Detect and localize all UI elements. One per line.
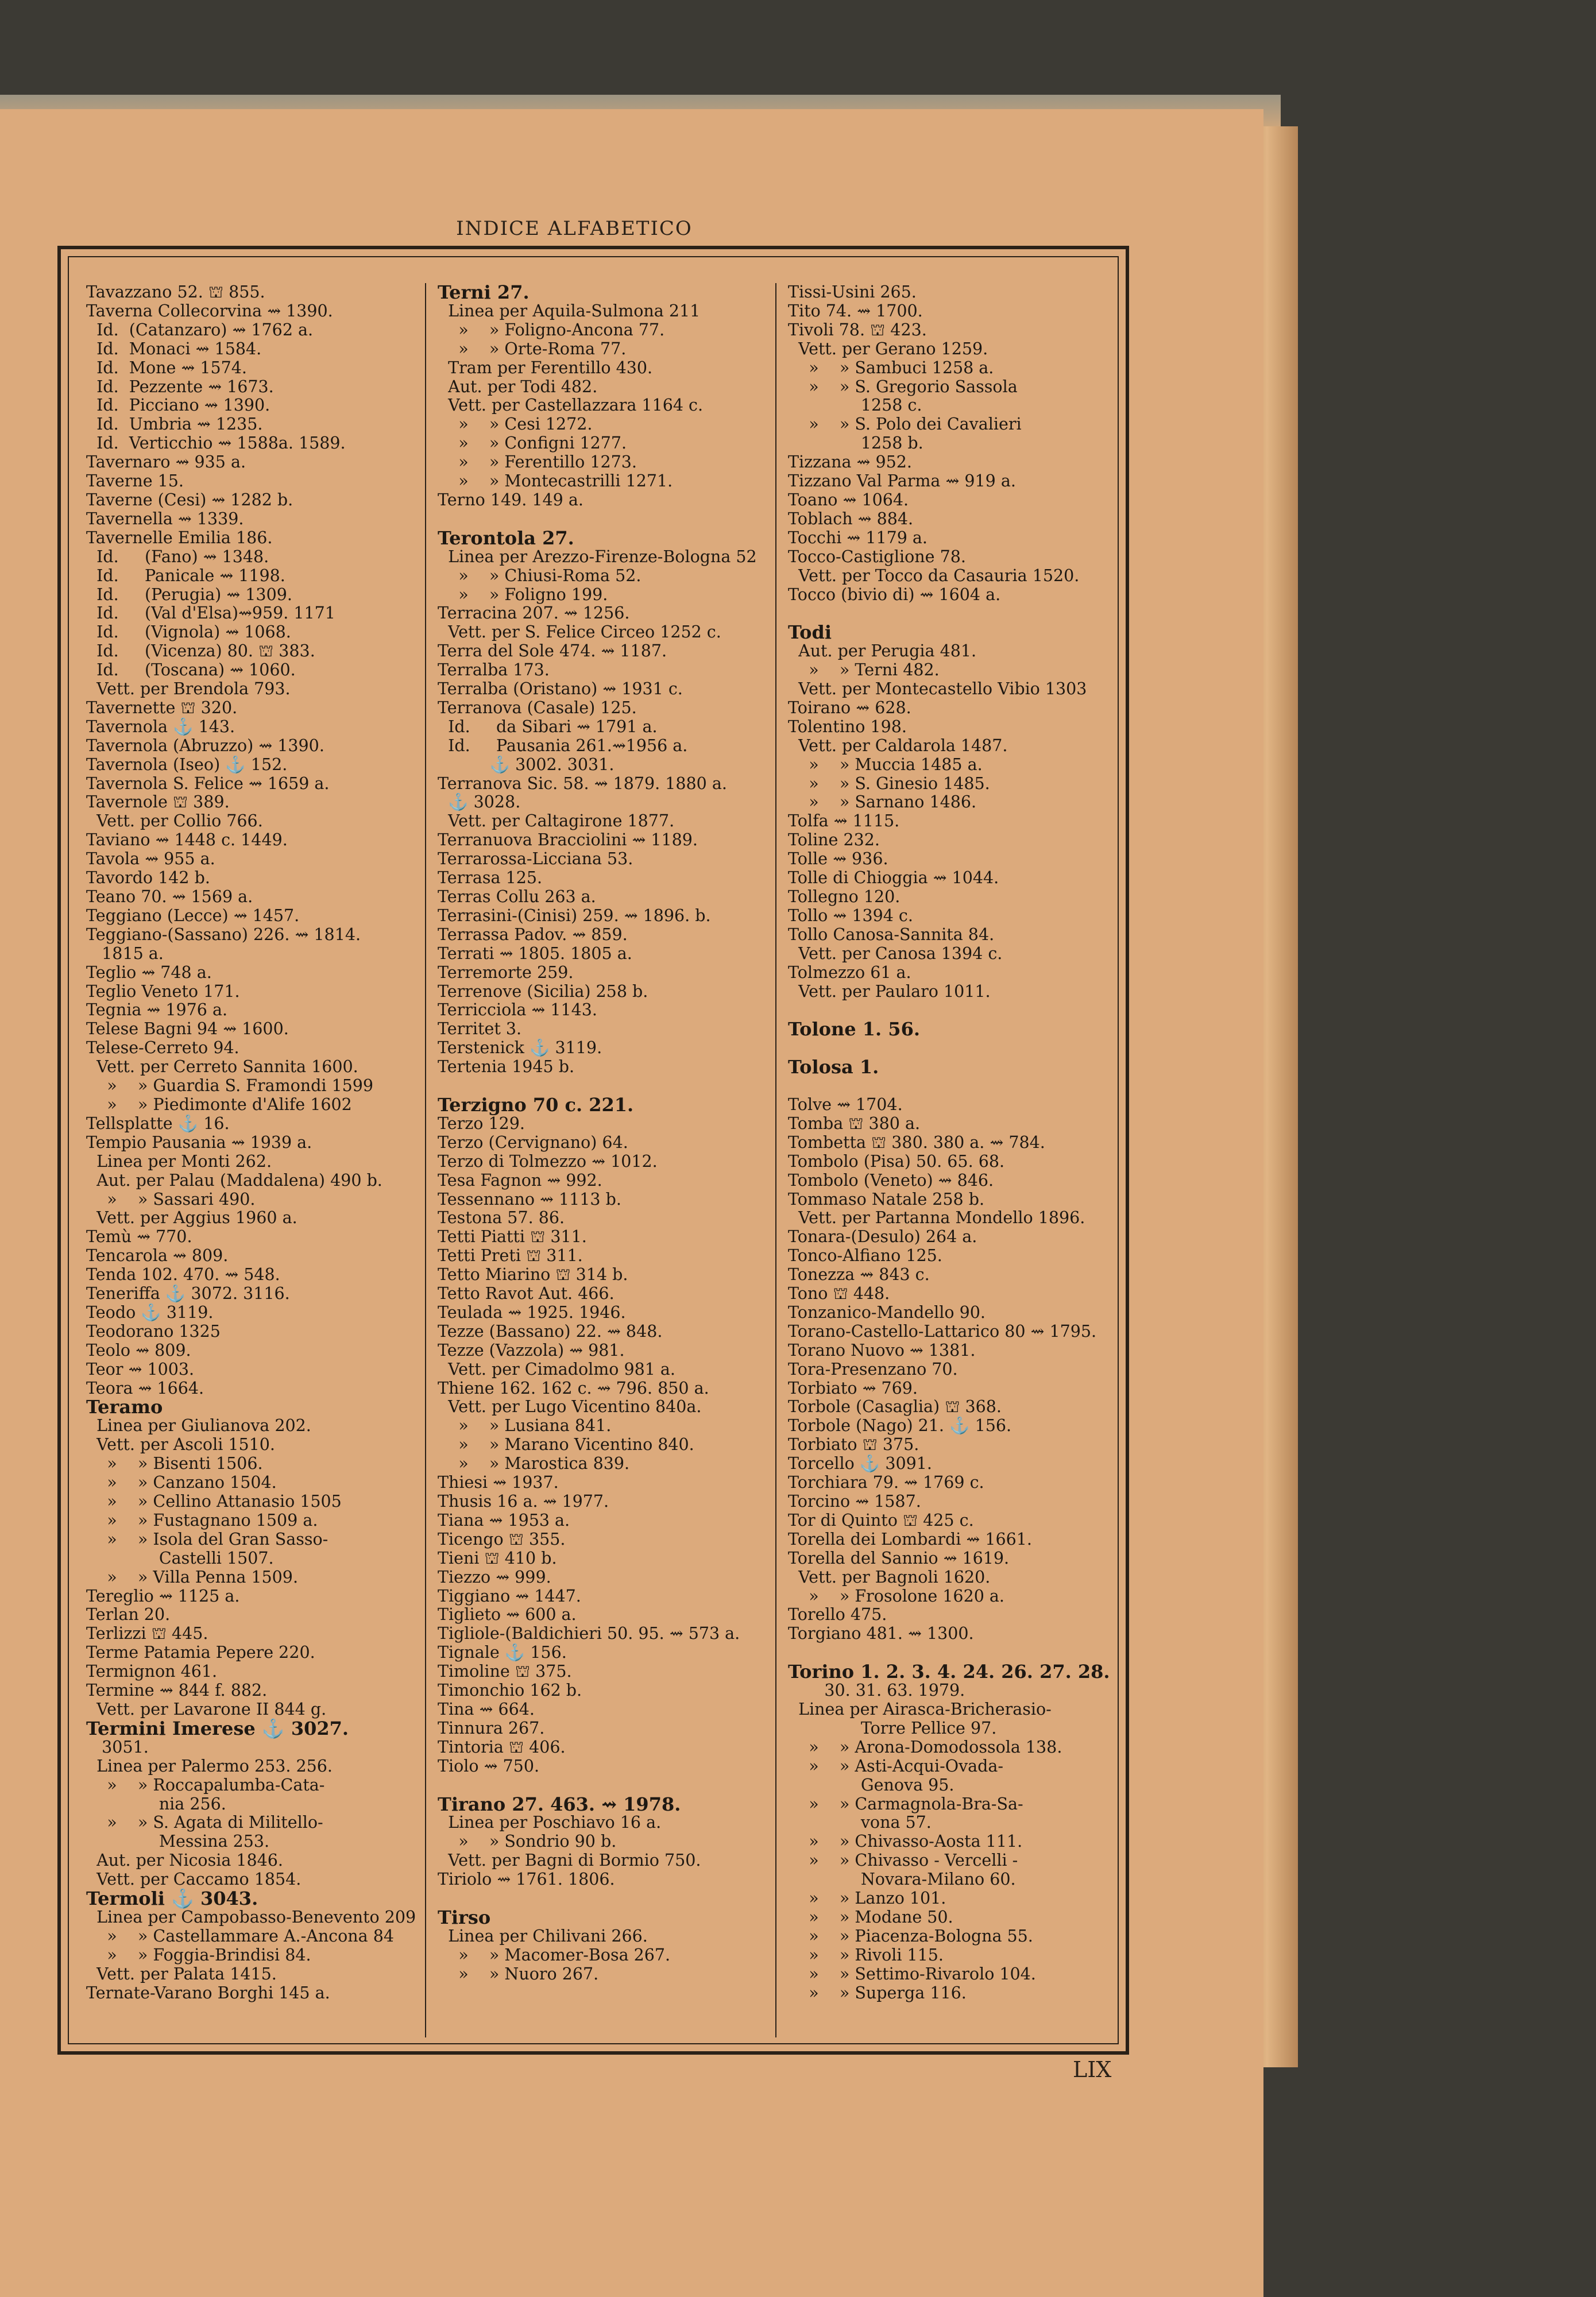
index-entry: Torano Nuovo ⇝ 1381. — [788, 1340, 976, 1360]
index-entry: Terlizzi ⛫ 445. — [86, 1624, 208, 1644]
index-entry: » » S. Ginesio 1485. — [788, 774, 990, 793]
index-entry — [788, 1001, 1120, 1020]
index-entry: Vett. per Castellazzara 1164 c. — [438, 396, 704, 415]
index-entry: Id. (Vignola) ⇝ 1068. — [86, 622, 291, 642]
index-entry: Terrarossa-Licciana 53. — [438, 849, 633, 869]
index-entry: Terstenick ⚓ 3119. — [438, 1038, 602, 1058]
index-entry: Tolmezzo 61 a. — [788, 962, 911, 982]
index-entry: Tonco-Alfiano 125. — [788, 1246, 942, 1266]
index-entry: Tiriolo ⇝ 1761. 1806. — [438, 1870, 615, 1889]
index-entry: Tonzanico-Mandello 90. — [788, 1302, 986, 1322]
index-entry — [438, 1889, 770, 1908]
index-entry: Tereglio ⇝ 1125 a. — [86, 1586, 240, 1606]
index-entry: Tetti Piatti ⛫ 311. — [438, 1227, 587, 1247]
index-frame — [57, 246, 1129, 2055]
index-entry: » » Piacenza-Bologna 55. — [788, 1926, 1033, 1946]
index-entry: Tavernola S. Felice ⇝ 1659 a. — [86, 774, 330, 793]
index-entry: Teano 70. ⇝ 1569 a. — [86, 887, 253, 906]
index-entry: » » Arona-Domodossola 138. — [788, 1737, 1062, 1757]
index-entry: Tollo Canosa-Sannita 84. — [788, 925, 995, 944]
index-entry: Terrenove (Sicilia) 258 b. — [438, 981, 648, 1001]
index-entry: » » Chivasso-Aosta 111. — [788, 1832, 1023, 1851]
index-entry: Tolle ⇝ 936. — [788, 849, 888, 869]
index-entry: » » Superga 116. — [788, 1983, 967, 2002]
index-entry: Tavernelle Emilia 186. — [86, 528, 273, 547]
index-entry: Id. (Fano) ⇝ 1348. — [86, 547, 269, 566]
index-entry: Tolle di Chioggia ⇝ 1044. — [788, 868, 999, 888]
index-entry: Torella del Sannio ⇝ 1619. — [788, 1548, 1010, 1568]
index-entry: Terras Collu 263 a. — [438, 887, 596, 906]
index-entry: » » S. Gregorio Sassola — [788, 377, 1018, 396]
running-header: INDICE ALFABETICO — [456, 217, 693, 240]
index-entry: Toano ⇝ 1064. — [788, 490, 909, 509]
index-entry: Tavernola (Abruzzo) ⇝ 1390. — [86, 736, 324, 755]
index-heading: Terontola 27. — [438, 527, 574, 549]
index-entry: Tolve ⇝ 1704. — [788, 1095, 903, 1114]
index-entry: Id. (Val d'Elsa)⇝959. 1171 — [86, 604, 335, 623]
index-entry: Vett. per Ascoli 1510. — [86, 1435, 275, 1455]
index-entry: Tissi-Usini 265. — [788, 283, 917, 301]
index-entry: » » Canzano 1504. — [86, 1473, 277, 1492]
index-entry: Tesa Fagnon ⇝ 992. — [438, 1170, 602, 1190]
index-entry: Torcino ⇝ 1587. — [788, 1492, 921, 1511]
index-entry: Tempio Pausania ⇝ 1939 a. — [86, 1132, 312, 1152]
index-entry: » » Carmagnola-Bra-Sa- — [788, 1794, 1023, 1813]
index-entry: 1258 b. — [788, 434, 923, 453]
index-entry: Vett. per Collio 766. — [86, 811, 263, 831]
index-entry: Thiene 162. 162 c. ⇝ 796. 850 a. — [438, 1378, 709, 1398]
index-entry: Linea per Monti 262. — [86, 1151, 272, 1171]
index-column-1 — [75, 283, 419, 2037]
index-entry: Id. da Sibari ⇝ 1791 a. — [438, 717, 658, 736]
index-entry: Linea per Campobasso-Benevento 209 — [86, 1907, 416, 1927]
index-entry: Termignon 461. — [86, 1662, 218, 1681]
index-entry: » » Frosolone 1620 a. — [788, 1586, 1004, 1606]
index-entry: Terracina 207. ⇝ 1256. — [438, 604, 630, 623]
index-entry: » » Orte-Roma 77. — [438, 339, 627, 358]
index-entry: » » Marostica 839. — [438, 1454, 630, 1474]
index-entry: Id. (Toscana) ⇝ 1060. — [86, 660, 296, 680]
index-entry: Terlan 20. — [86, 1605, 171, 1625]
index-entry: Terzo 129. — [438, 1113, 525, 1133]
index-entry: » » Castellammare A.-Ancona 84 — [86, 1926, 394, 1946]
index-entry: Genova 95. — [788, 1775, 954, 1795]
index-entry: » » S. Agata di Militello- — [86, 1813, 323, 1832]
index-entry: Torbiato ⇝ 769. — [788, 1378, 918, 1398]
index-heading: Todi — [788, 621, 832, 644]
index-entry: Teodorano 1325 — [86, 1321, 221, 1341]
index-entry: Timonchio 162 b. — [438, 1681, 582, 1700]
index-entry: Aut. per Todi 482. — [438, 377, 598, 396]
index-entry: Tavordo 142 b. — [86, 868, 210, 888]
index-entry: Tiggiano ⇝ 1447. — [438, 1586, 581, 1606]
index-heading: Tolone 1. 56. — [788, 1018, 920, 1041]
index-heading: Termini Imerese ⚓ 3027. — [86, 1717, 349, 1739]
index-entry: Thusis 16 a. ⇝ 1977. — [438, 1492, 609, 1511]
index-entry: Tocchi ⇝ 1179 a. — [788, 528, 928, 547]
index-entry: 30. 31. 63. 1979. — [788, 1681, 965, 1700]
index-entry: » » Rivoli 115. — [788, 1945, 944, 1965]
index-entry: Tetto Miarino ⛫ 314 b. — [438, 1265, 628, 1285]
index-heading: Terzigno 70 c. 221. — [438, 1093, 634, 1116]
index-entry: Tito 74. ⇝ 1700. — [788, 301, 923, 320]
index-entry: Toirano ⇝ 628. — [788, 698, 911, 717]
index-entry: Vett. per Caccamo 1854. — [86, 1870, 302, 1889]
index-entry: Id. Mone ⇝ 1574. — [86, 358, 247, 377]
index-entry: 1258 c. — [788, 396, 922, 415]
index-entry: » » Bisenti 1506. — [86, 1454, 263, 1474]
index-entry: Terremorte 259. — [438, 962, 574, 982]
index-entry: Termine ⇝ 844 f. 882. — [86, 1681, 268, 1700]
index-entry: » » Piedimonte d'Alife 1602 — [86, 1095, 352, 1114]
index-entry: » » Montecastrilli 1271. — [438, 471, 673, 491]
index-heading: Termoli ⚓ 3043. — [86, 1888, 258, 1910]
index-entry: Tavernaro ⇝ 935 a. — [86, 453, 246, 472]
index-entry: » » Isola del Gran Sasso- — [86, 1529, 329, 1549]
index-entry: Tono ⛫ 448. — [788, 1284, 890, 1304]
index-entry: Tonezza ⇝ 843 c. — [788, 1265, 930, 1285]
index-entry: » » Configni 1277. — [438, 434, 627, 453]
index-entry: Vett. per Caltagirone 1877. — [438, 811, 675, 831]
index-entry: Terrasa 125. — [438, 868, 543, 888]
index-entry: Castelli 1507. — [86, 1548, 274, 1568]
index-entry: Teglio ⇝ 748 a. — [86, 962, 212, 982]
index-heading: Terni 27. — [438, 281, 530, 303]
index-entry — [438, 1077, 770, 1096]
index-entry: Torano-Castello-Lattarico 80 ⇝ 1795. — [788, 1321, 1097, 1341]
index-entry: Tolentino 198. — [788, 717, 907, 736]
index-entry: Temù ⇝ 770. — [86, 1227, 192, 1247]
index-entry: 3051. — [86, 1737, 149, 1757]
index-entry: Terrasini-(Cinisi) 259. ⇝ 1896. b. — [438, 906, 711, 925]
index-entry: » » Foggia-Brindisi 84. — [86, 1945, 311, 1965]
index-entry: » » Ferentillo 1273. — [438, 453, 637, 472]
index-entry: Vett. per Bagni di Bormio 750. — [438, 1851, 701, 1870]
index-entry: Terrassa Padov. ⇝ 859. — [438, 925, 628, 944]
index-entry: » » Sondrio 90 b. — [438, 1832, 617, 1851]
index-entry: » » Foligno-Ancona 77. — [438, 320, 665, 339]
index-entry: Terricciola ⇝ 1143. — [438, 1000, 597, 1020]
index-entry: Id. Verticchio ⇝ 1588a. 1589. — [86, 434, 346, 453]
index-entry: Teor ⇝ 1003. — [86, 1359, 195, 1379]
index-entry: » » Cesi 1272. — [438, 415, 593, 434]
index-entry: Vett. per Aggius 1960 a. — [86, 1208, 297, 1228]
index-entry: Vett. per Cerreto Sannita 1600. — [86, 1057, 358, 1077]
index-entry: Tigliole-(Baldichieri 50. 95. ⇝ 573 a. — [438, 1624, 740, 1644]
index-entry: Taverna Collecorvina ⇝ 1390. — [86, 301, 333, 320]
index-entry: Tetti Preti ⛫ 311. — [438, 1246, 583, 1266]
index-entry: Aut. per Perugia 481. — [788, 641, 977, 661]
index-entry: Tavernette ⛫ 320. — [86, 698, 238, 717]
index-entry: Terralba (Oristano) ⇝ 1931 c. — [438, 679, 683, 699]
index-entry: Aut. per Nicosia 1846. — [86, 1851, 283, 1870]
index-entry: Tavernola (Iseo) ⚓ 152. — [86, 755, 288, 774]
index-entry: Tertenia 1945 b. — [438, 1057, 575, 1077]
index-entry: » » Villa Penna 1509. — [86, 1567, 298, 1587]
index-entry: Torbiato ⛫ 375. — [788, 1435, 919, 1455]
index-entry: Messina 253. — [86, 1832, 270, 1851]
index-entry: Tonara-(Desulo) 264 a. — [788, 1227, 977, 1247]
index-entry: Id. Pezzente ⇝ 1673. — [86, 377, 274, 396]
index-entry: Tavernella ⇝ 1339. — [86, 509, 244, 528]
index-entry: Teulada ⇝ 1925. 1946. — [438, 1302, 626, 1322]
index-entry: Thiesi ⇝ 1937. — [438, 1473, 559, 1492]
index-frame-inner — [68, 256, 1119, 2044]
index-entry: Tiglieto ⇝ 600 a. — [438, 1605, 577, 1625]
index-entry: Tezze (Bassano) 22. ⇝ 848. — [438, 1321, 663, 1341]
index-entry: Terzo di Tolmezzo ⇝ 1012. — [438, 1151, 658, 1171]
index-entry — [438, 510, 770, 529]
index-entry: Testona 57. 86. — [438, 1208, 565, 1228]
index-entry: Torella dei Lombardi ⇝ 1661. — [788, 1529, 1032, 1549]
index-entry: Tizzano Val Parma ⇝ 919 a. — [788, 471, 1016, 491]
index-entry: Taverne (Cesi) ⇝ 1282 b. — [86, 490, 293, 509]
index-entry: Tommaso Natale 258 b. — [788, 1189, 985, 1209]
index-entry: Id. Monaci ⇝ 1584. — [86, 339, 262, 358]
index-entry: Tocco (bivio di) ⇝ 1604 a. — [788, 585, 1001, 604]
index-entry: Tiolo ⇝ 750. — [438, 1756, 540, 1776]
index-entry: » » Macomer-Bosa 267. — [438, 1945, 671, 1965]
index-entry: Tignale ⚓ 156. — [438, 1643, 567, 1662]
index-entry: Id. Pausania 261.⇝1956 a. — [438, 736, 688, 755]
index-entry: Linea per Airasca-Bricherasio- — [788, 1699, 1052, 1719]
index-entry: Tezze (Vazzola) ⇝ 981. — [438, 1340, 625, 1360]
index-entry: Torbole (Casaglia) ⛫ 368. — [788, 1397, 1002, 1417]
index-entry: Teodo ⚓ 3119. — [86, 1302, 214, 1322]
index-entry: Torchiara 79. ⇝ 1769 c. — [788, 1473, 984, 1492]
index-entry: » » Marano Vicentino 840. — [438, 1435, 694, 1455]
index-entry: » » Fustagnano 1509 a. — [86, 1510, 318, 1530]
index-entry: Tinnura 267. — [438, 1718, 545, 1738]
index-entry: Terzo (Cervignano) 64. — [438, 1132, 628, 1152]
index-entry: Terranova (Casale) 125. — [438, 698, 637, 717]
index-entry: Tieni ⛫ 410 b. — [438, 1548, 557, 1568]
index-entry: Linea per Chilivani 266. — [438, 1926, 648, 1946]
index-entry: » » Lusiana 841. — [438, 1416, 612, 1436]
index-entry: Id. (Vicenza) 80. ⛫ 383. — [86, 641, 315, 661]
index-entry: Vett. per Caldarola 1487. — [788, 736, 1008, 755]
index-entry: Terranova Sic. 58. ⇝ 1879. 1880 a. — [438, 774, 727, 793]
index-entry: Vett. per Gerano 1259. — [788, 339, 988, 358]
index-entry: 1815 a. — [86, 943, 164, 963]
index-entry: Toblach ⇝ 884. — [788, 509, 914, 528]
index-entry: » » Roccapalumba-Cata- — [86, 1775, 325, 1795]
index-entry: » » Sassari 490. — [86, 1189, 256, 1209]
index-entry: ⚓ 3028. — [438, 792, 521, 812]
index-entry: » » Nuoro 267. — [438, 1964, 599, 1983]
index-entry: » » Muccia 1485 a. — [788, 755, 983, 774]
index-column-2 — [425, 283, 770, 2037]
index-entry: Tombolo (Veneto) ⇝ 846. — [788, 1170, 994, 1190]
index-entry: Torbole (Nago) 21. ⚓ 156. — [788, 1416, 1012, 1436]
index-entry: Vett. per Lugo Vicentino 840a. — [438, 1397, 702, 1417]
index-entry: Vett. per Bagnoli 1620. — [788, 1567, 991, 1587]
index-entry: Id. Umbria ⇝ 1235. — [86, 415, 263, 434]
index-entry: Vett. per Lavarone II 844 g. — [86, 1699, 327, 1719]
index-entry: Teglio Veneto 171. — [86, 981, 240, 1001]
index-entry: Aut. per Palau (Maddalena) 490 b. — [86, 1170, 382, 1190]
index-entry: » » S. Polo dei Cavalieri — [788, 415, 1022, 434]
index-heading: Tirano 27. 463. ⇝ 1978. — [438, 1793, 681, 1815]
index-entry: nia 256. — [86, 1794, 226, 1813]
index-entry: Vett. per Brendola 793. — [86, 679, 291, 699]
index-entry: Vett. per S. Felice Circeo 1252 c. — [438, 622, 721, 642]
index-entry: » » Lanzo 101. — [788, 1889, 946, 1908]
index-entry: Linea per Arezzo-Firenze-Bologna 52 — [438, 547, 757, 566]
index-entry: Telese Bagni 94 ⇝ 1600. — [86, 1019, 289, 1039]
index-entry: » » Foligno 199. — [438, 585, 608, 604]
index-entry: Linea per Palermo 253. 256. — [86, 1756, 333, 1776]
index-entry: Teolo ⇝ 809. — [86, 1340, 191, 1360]
index-entry: Terranuova Bracciolini ⇝ 1189. — [438, 830, 698, 850]
index-entry: » » Terni 482. — [788, 660, 940, 680]
index-entry: Teggiano-(Sassano) 226. ⇝ 1814. — [86, 925, 361, 944]
index-entry: Tegnia ⇝ 1976 a. — [86, 1000, 228, 1020]
index-column-3 — [775, 283, 1120, 2037]
index-entry: Tram per Ferentillo 430. — [438, 358, 653, 377]
index-entry: Tora-Presenzano 70. — [788, 1359, 958, 1379]
index-entry: Vett. per Cimadolmo 981 a. — [438, 1359, 675, 1379]
index-entry: Id. Picciano ⇝ 1390. — [86, 396, 270, 415]
index-entry: Vett. per Palata 1415. — [86, 1964, 277, 1983]
index-entry: Tivoli 78. ⛫ 423. — [788, 320, 927, 339]
index-entry: Tavola ⇝ 955 a. — [86, 849, 215, 869]
index-entry: Terralba 173. — [438, 660, 550, 680]
index-entry: Vett. per Tocco da Casauria 1520. — [788, 566, 1080, 585]
index-entry: Linea per Aquila-Sulmona 211 — [438, 301, 701, 320]
index-entry: Tomba ⛫ 380 a. — [788, 1113, 921, 1133]
index-entry: Tor di Quinto ⛫ 425 c. — [788, 1510, 974, 1530]
index-heading: Tirso — [438, 1906, 491, 1928]
index-entry: Territet 3. — [438, 1019, 522, 1039]
index-entry: Taviano ⇝ 1448 c. 1449. — [86, 830, 288, 850]
index-entry: » » Cellino Attanasio 1505 — [86, 1492, 342, 1511]
index-entry: vona 57. — [788, 1813, 932, 1832]
index-entry: Id. (Catanzaro) ⇝ 1762 a. — [86, 320, 314, 339]
index-entry: Timoline ⛫ 375. — [438, 1662, 572, 1681]
index-entry: Tellsplatte ⚓ 16. — [86, 1113, 230, 1133]
index-entry: Id. Panicale ⇝ 1198. — [86, 566, 285, 585]
index-entry: Terra del Sole 474. ⇝ 1187. — [438, 641, 667, 661]
index-entry — [788, 1039, 1120, 1058]
index-entry: Tombetta ⛫ 380. 380 a. ⇝ 784. — [788, 1132, 1045, 1152]
index-entry: Tollegno 120. — [788, 887, 901, 906]
index-entry: Torello 475. — [788, 1605, 887, 1625]
index-entry: Taverne 15. — [86, 471, 184, 491]
index-entry: ⚓ 3002. 3031. — [438, 755, 615, 774]
index-entry: Tenda 102. 470. ⇝ 548. — [86, 1265, 280, 1285]
index-entry — [788, 604, 1120, 623]
index-entry: Linea per Poschiavo 16 a. — [438, 1813, 662, 1832]
index-entry: Tencarola ⇝ 809. — [86, 1246, 229, 1266]
index-heading: Torino 1. 2. 3. 4. 24. 26. 27. 28. — [788, 1661, 1110, 1683]
index-entry: Vett. per Paularo 1011. — [788, 981, 991, 1001]
index-entry: » » Chivasso - Vercelli - — [788, 1851, 1018, 1870]
index-entry: Tavazzano 52. ⛫ 855. — [86, 283, 265, 301]
index-entry: Ticengo ⛫ 355. — [438, 1529, 566, 1549]
index-entry: Tombolo (Pisa) 50. 65. 68. — [788, 1151, 1005, 1171]
index-entry: Tina ⇝ 664. — [438, 1699, 535, 1719]
index-entry: Terrati ⇝ 1805. 1805 a. — [438, 943, 632, 963]
index-heading: Teramo — [86, 1396, 163, 1418]
index-entry: » » Sambuci 1258 a. — [788, 358, 994, 377]
index-entry: Terme Patamia Pepere 220. — [86, 1643, 315, 1662]
index-entry — [438, 1776, 770, 1795]
index-entry: Tintoria ⛫ 406. — [438, 1737, 566, 1757]
page-number: LIX — [1073, 2057, 1112, 2082]
index-entry: Tolfa ⇝ 1115. — [788, 811, 900, 831]
index-entry — [788, 1077, 1120, 1096]
index-entry: Tavernola ⚓ 143. — [86, 717, 235, 736]
index-entry: Linea per Giulianova 202. — [86, 1416, 311, 1436]
index-entry: » » Sarnano 1486. — [788, 792, 977, 812]
index-entry: Vett. per Montecastello Vibio 1303 — [788, 679, 1087, 699]
index-entry: » » Modane 50. — [788, 1907, 953, 1927]
index-entry: Vett. per Partanna Mondello 1896. — [788, 1208, 1085, 1228]
index-entry: » » Chiusi-Roma 52. — [438, 566, 642, 585]
index-entry: Id. (Perugia) ⇝ 1309. — [86, 585, 292, 604]
index-entry — [788, 1644, 1120, 1662]
index-entry: Tocco-Castiglione 78. — [788, 547, 966, 566]
index-entry: Teneriffa ⚓ 3072. 3116. — [86, 1284, 290, 1304]
index-entry: Torcello ⚓ 3091. — [788, 1454, 932, 1474]
index-entry: Vett. per Canosa 1394 c. — [788, 943, 1003, 963]
index-entry: » » Settimo-Rivarolo 104. — [788, 1964, 1036, 1983]
index-entry: Tizzana ⇝ 952. — [788, 453, 912, 472]
index-entry: Torre Pellice 97. — [788, 1718, 997, 1738]
index-entry: Tavernole ⛫ 389. — [86, 792, 230, 812]
index-entry: Tessennano ⇝ 1113 b. — [438, 1189, 621, 1209]
index-entry: Teggiano (Lecce) ⇝ 1457. — [86, 906, 300, 925]
index-entry: Torgiano 481. ⇝ 1300. — [788, 1624, 974, 1644]
index-entry: Terno 149. 149 a. — [438, 490, 583, 509]
index-entry: Tiezzo ⇝ 999. — [438, 1567, 551, 1587]
index-entry: » » Guardia S. Framondi 1599 — [86, 1076, 374, 1096]
index-entry: Ternate-Varano Borghi 145 a. — [86, 1983, 330, 2002]
index-entry: Tetto Ravot Aut. 466. — [438, 1284, 615, 1304]
index-entry: Tiana ⇝ 1953 a. — [438, 1510, 570, 1530]
index-entry: Toline 232. — [788, 830, 880, 850]
index-entry: Teora ⇝ 1664. — [86, 1378, 204, 1398]
index-entry: Telese-Cerreto 94. — [86, 1038, 239, 1058]
index-heading: Tolosa 1. — [788, 1056, 879, 1078]
index-entry: Tollo ⇝ 1394 c. — [788, 906, 913, 925]
index-entry: Novara-Milano 60. — [788, 1870, 1016, 1889]
index-entry: » » Asti-Acqui-Ovada- — [788, 1756, 1004, 1776]
